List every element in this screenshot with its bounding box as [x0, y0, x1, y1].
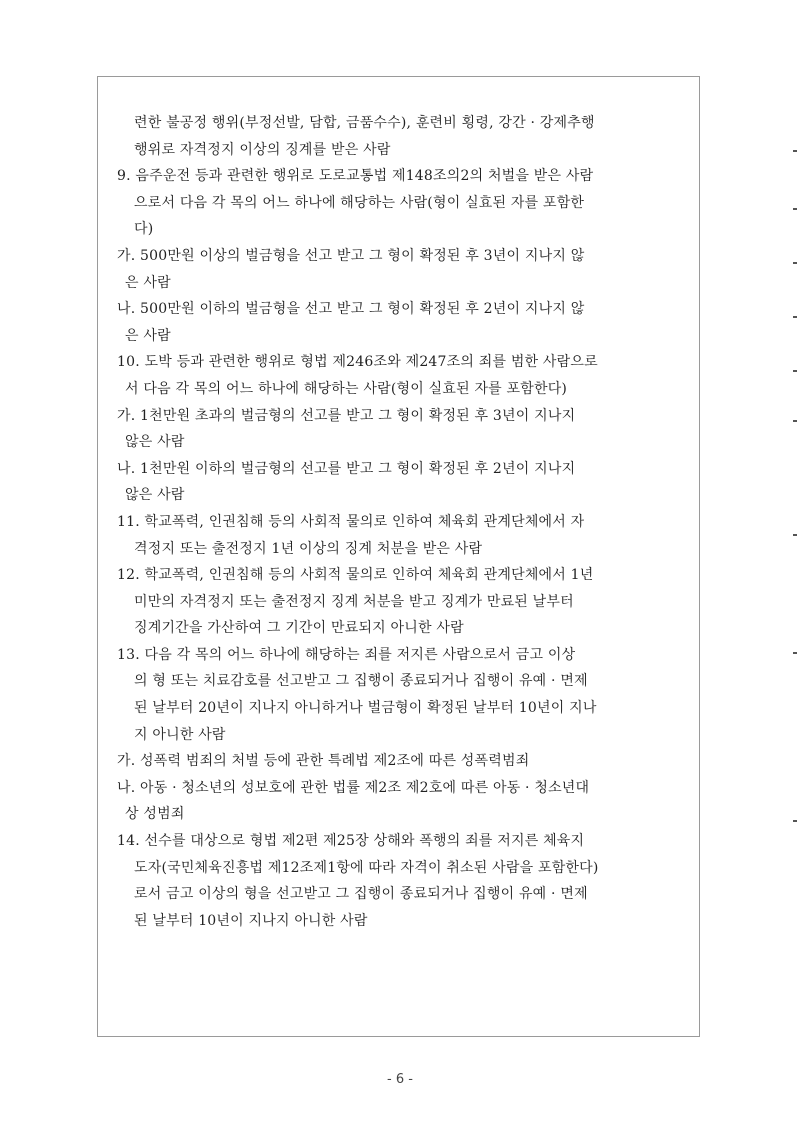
list-item-continuation-line: 격정지 또는 출전정지 1년 이상의 징계 처분을 받은 사람	[134, 540, 483, 557]
list-item-continuation-line: 은 사람	[125, 274, 171, 291]
list-item-heading-line: 11. 학교폭력, 인권침해 등의 사회적 물의로 인하여 체육회 관계단체에서 자	[117, 513, 585, 530]
list-item-continuation-line: 지 아니한 사람	[134, 726, 226, 743]
list-item-continuation-line: 도자(국민체육진흥법 제12조제1항에 따라 자격이 취소된 사람을 포함한다)	[134, 859, 599, 876]
list-item-heading-line: 13. 다음 각 목의 어느 하나에 해당하는 죄를 저지른 사람으로서 금고 이상	[117, 646, 576, 663]
list-item-continuation-line: 서 다음 각 목의 어느 하나에 해당하는 사람(형이 실효된 자를 포함한다)	[125, 380, 568, 397]
list-item-continuation-line: 않은 사람	[125, 434, 185, 451]
list-item-continuation-line: 다)	[134, 221, 154, 238]
list-item-continuation-line: 로서 금고 이상의 형을 선고받고 그 집행이 종료되거나 집행이 유예 · 면제	[134, 886, 588, 903]
list-item-heading-line: 가. 1천만원 초과의 벌금형의 선고를 받고 그 형이 확정된 후 3년이 지나지	[117, 407, 576, 424]
list-item-continuation-line: 으로서 다음 각 목의 어느 하나에 해당하는 사람(형이 실효된 자를 포함한	[134, 194, 585, 211]
document-body	[117, 110, 697, 934]
list-item-heading-line: 10. 도박 등과 관련한 행위로 형법 제246조와 제247조의 죄를 범한 사람으로	[117, 354, 598, 371]
right-edge-marks	[793, 0, 800, 1131]
page-number: - 6 -	[387, 1072, 413, 1087]
list-item-heading-line: 가. 성폭력 범죄의 처벌 등에 관한 특례법 제2조에 따른 성폭력범죄	[117, 753, 530, 770]
list-item-continuation-line: 징계기간을 가산하여 그 기간이 만료되지 아니한 사람	[134, 620, 464, 637]
list-item-continuation-line: 된 날부터 10년이 지나지 아니한 사람	[134, 912, 368, 929]
list-item-continuation-line: 미만의 자격정지 또는 출전정지 징계 처분을 받고 징계가 만료된 날부터	[134, 593, 574, 610]
list-item-heading-line: 14. 선수를 대상으로 형법 제2편 제25장 상해와 폭행의 죄를 저지른 체육지	[117, 833, 585, 850]
list-item-heading-line: 나. 1천만원 이하의 벌금형의 선고를 받고 그 형이 확정된 후 2년이 지나지	[117, 460, 576, 477]
list-item-continuation-line: 행위로 자격정지 이상의 징계를 받은 사람	[134, 141, 391, 158]
list-item-continuation-line: 않은 사람	[125, 487, 185, 504]
list-item-continuation-line: 된 날부터 20년이 지나지 아니하거나 벌금형이 확정된 날부터 10년이 지나	[134, 700, 597, 717]
list-item-continuation-line: 의 형 또는 치료감호를 선고받고 그 집행이 종료되거나 집행이 유예 · 면제	[134, 673, 588, 690]
list-item-continuation-line: 은 사람	[125, 327, 171, 344]
list-item-heading-line: 나. 아동 · 청소년의 성보호에 관한 법률 제2조 제2호에 따른 아동 · 청소년대	[117, 779, 590, 796]
list-item-heading-line: 가. 500만원 이상의 벌금형을 선고 받고 그 형이 확정된 후 3년이 지나지 않	[117, 247, 585, 264]
list-item-continuation-line: 련한 불공정 행위(부정선발, 담합, 금품수수), 훈련비 횡령, 강간 · 강제추행	[134, 115, 595, 131]
list-item-heading-line: 나. 500만원 이하의 벌금형을 선고 받고 그 형이 확정된 후 2년이 지나지 않	[117, 301, 585, 318]
list-item-continuation-line: 상 성범죄	[125, 806, 185, 823]
list-item-heading-line: 12. 학교폭력, 인권침해 등의 사회적 물의로 인하여 체육회 관계단체에서 1년	[117, 567, 594, 584]
list-item-heading-line: 9. 음주운전 등과 관련한 행위로 도로교통법 제148조의2의 처벌을 받은 사람	[117, 168, 594, 185]
